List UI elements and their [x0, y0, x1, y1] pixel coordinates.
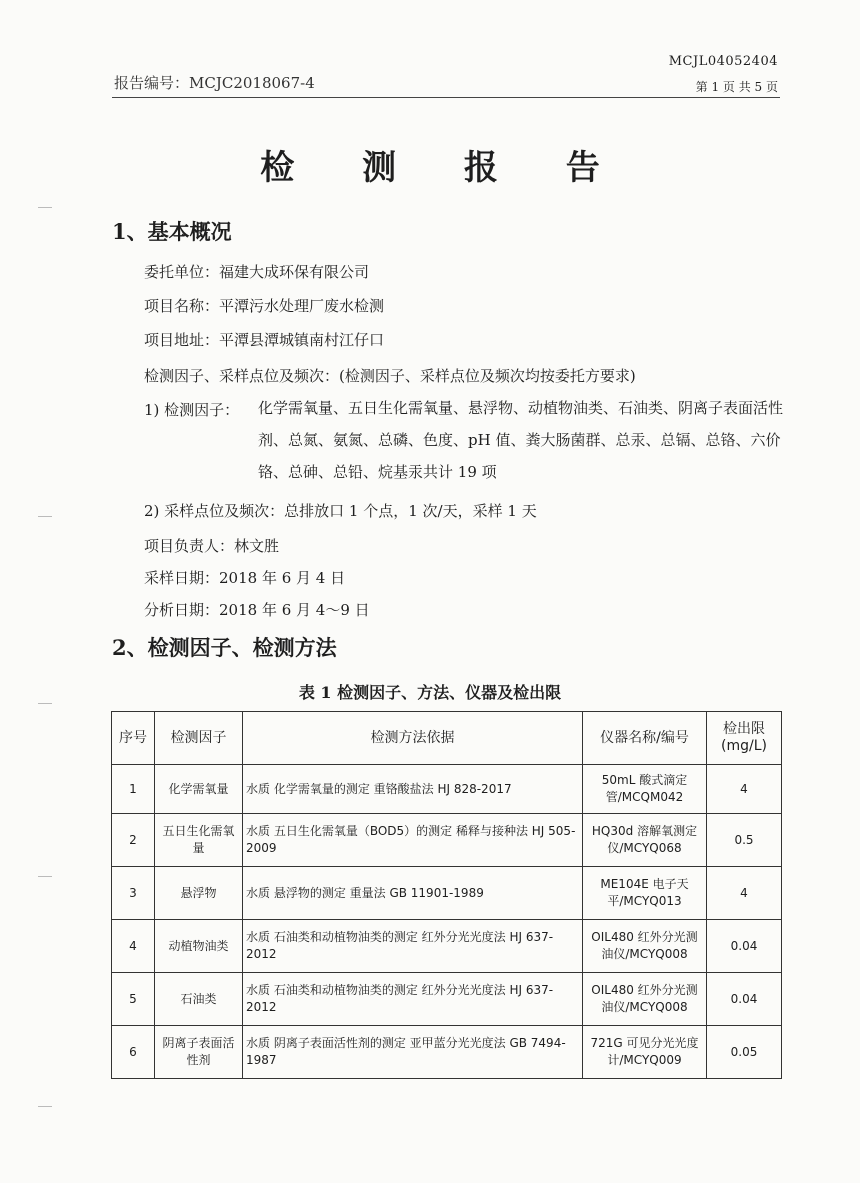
sampling-date-line: 采样日期：2018 年 6 月 4 日 — [144, 569, 346, 587]
cell-instrument: OIL480 红外分光测油仪/MCYQ008 — [583, 920, 707, 973]
person-line: 项目负责人：林文胜 — [144, 537, 280, 555]
item1-label: 1) 检测因子： — [144, 401, 240, 419]
cell-method: 水质 石油类和动植物油类的测定 红外分光光度法 HJ 637-2012 — [243, 920, 583, 973]
margin-mark — [38, 1106, 52, 1107]
report-number: 报告编号：MCJC2018067-4 — [114, 74, 315, 92]
cell-instrument: 721G 可见分光光度计/MCYQ009 — [583, 1026, 707, 1079]
cell-limit: 0.04 — [707, 973, 782, 1026]
cell-no: 3 — [112, 867, 155, 920]
cell-instrument: ME104E 电子天平/MCYQ013 — [583, 867, 707, 920]
cell-no: 4 — [112, 920, 155, 973]
margin-mark — [38, 703, 52, 704]
client-line: 委托单位：福建大成环保有限公司 — [144, 263, 370, 281]
margin-mark — [38, 516, 52, 517]
table-row — [112, 1026, 782, 1079]
header-divider — [112, 97, 780, 98]
col-header-limit-unit: (mg/L) — [721, 738, 767, 754]
col-header-factor: 检测因子 — [155, 712, 243, 765]
cell-limit: 4 — [707, 867, 782, 920]
cell-factor: 阴离子表面活性剂 — [155, 1026, 243, 1079]
table-title: 表 1 检测因子、方法、仪器及检出限 — [298, 683, 562, 702]
table-header-row — [112, 712, 782, 765]
cell-instrument: 50mL 酸式滴定管/MCQM042 — [583, 765, 707, 814]
table-row — [112, 920, 782, 973]
cell-limit: 0.05 — [707, 1026, 782, 1079]
cell-limit: 0.5 — [707, 814, 782, 867]
col-header-no: 序号 — [112, 712, 155, 765]
cell-method: 水质 阴离子表面活性剂的测定 亚甲蓝分光光度法 GB 7494-1987 — [243, 1026, 583, 1079]
cell-limit: 4 — [707, 765, 782, 814]
cell-method: 水质 石油类和动植物油类的测定 红外分光光度法 HJ 637-2012 — [243, 973, 583, 1026]
cell-no: 6 — [112, 1026, 155, 1079]
col-header-instrument: 仪器名称/编号 — [583, 712, 707, 765]
margin-mark — [38, 876, 52, 877]
col-header-limit — [707, 712, 782, 765]
doc-code: MCJL04052404 — [668, 54, 778, 69]
table-row — [112, 973, 782, 1026]
cell-no: 2 — [112, 814, 155, 867]
item2-line: 2) 采样点位及频次：总排放口 1 个点，1 次/天，采样 1 天 — [144, 502, 537, 520]
cell-factor: 石油类 — [155, 973, 243, 1026]
section-heading-methods: 2、检测因子、检测方法 — [112, 635, 337, 660]
page-title: 检 测 报 告 — [260, 148, 628, 188]
cell-method: 水质 五日生化需氧量（BOD5）的测定 稀释与接种法 HJ 505-2009 — [243, 814, 583, 867]
col-header-method: 检测方法依据 — [243, 712, 583, 765]
cell-no: 5 — [112, 973, 155, 1026]
cell-limit: 0.04 — [707, 920, 782, 973]
project-name-line: 项目名称：平潭污水处理厂废水检测 — [144, 297, 385, 315]
analysis-date-line: 分析日期：2018 年 6 月 4～9 日 — [144, 601, 370, 619]
table-row — [112, 867, 782, 920]
table-row — [112, 765, 782, 814]
table-row — [112, 814, 782, 867]
cell-factor: 化学需氧量 — [155, 765, 243, 814]
cell-no: 1 — [112, 765, 155, 814]
cell-method: 水质 悬浮物的测定 重量法 GB 11901-1989 — [243, 867, 583, 920]
methods-table — [111, 711, 782, 1079]
item1-text: 化学需氧量、五日生化需氧量、悬浮物、动植物油类、石油类、阴离子表面活性剂、总氮、氨氮、总磷、色度、pH 值、粪大肠菌群、总汞、总镉、总铬、六价铬、总砷、总铅、烷基汞共计 19 项 — [258, 399, 784, 481]
cell-factor: 五日生化需氧量 — [155, 814, 243, 867]
cell-instrument: OIL480 红外分光测油仪/MCYQ008 — [583, 973, 707, 1026]
cell-factor: 动植物油类 — [155, 920, 243, 973]
col-header-limit-label: 检出限 — [723, 721, 765, 737]
factors-intro-line: 检测因子、采样点位及频次：(检测因子、采样点位及频次均按委托方要求) — [144, 367, 636, 385]
project-address-line: 项目地址：平潭县潭城镇南村江仔口 — [144, 331, 385, 349]
cell-method: 水质 化学需氧量的测定 重铬酸盐法 HJ 828-2017 — [243, 765, 583, 814]
margin-mark — [38, 207, 52, 208]
cell-instrument: HQ30d 溶解氧测定仪/MCYQ068 — [583, 814, 707, 867]
page-info: 第 1 页 共 5 页 — [695, 80, 778, 94]
cell-factor: 悬浮物 — [155, 867, 243, 920]
section-heading-basic: 1、基本概况 — [112, 219, 232, 244]
